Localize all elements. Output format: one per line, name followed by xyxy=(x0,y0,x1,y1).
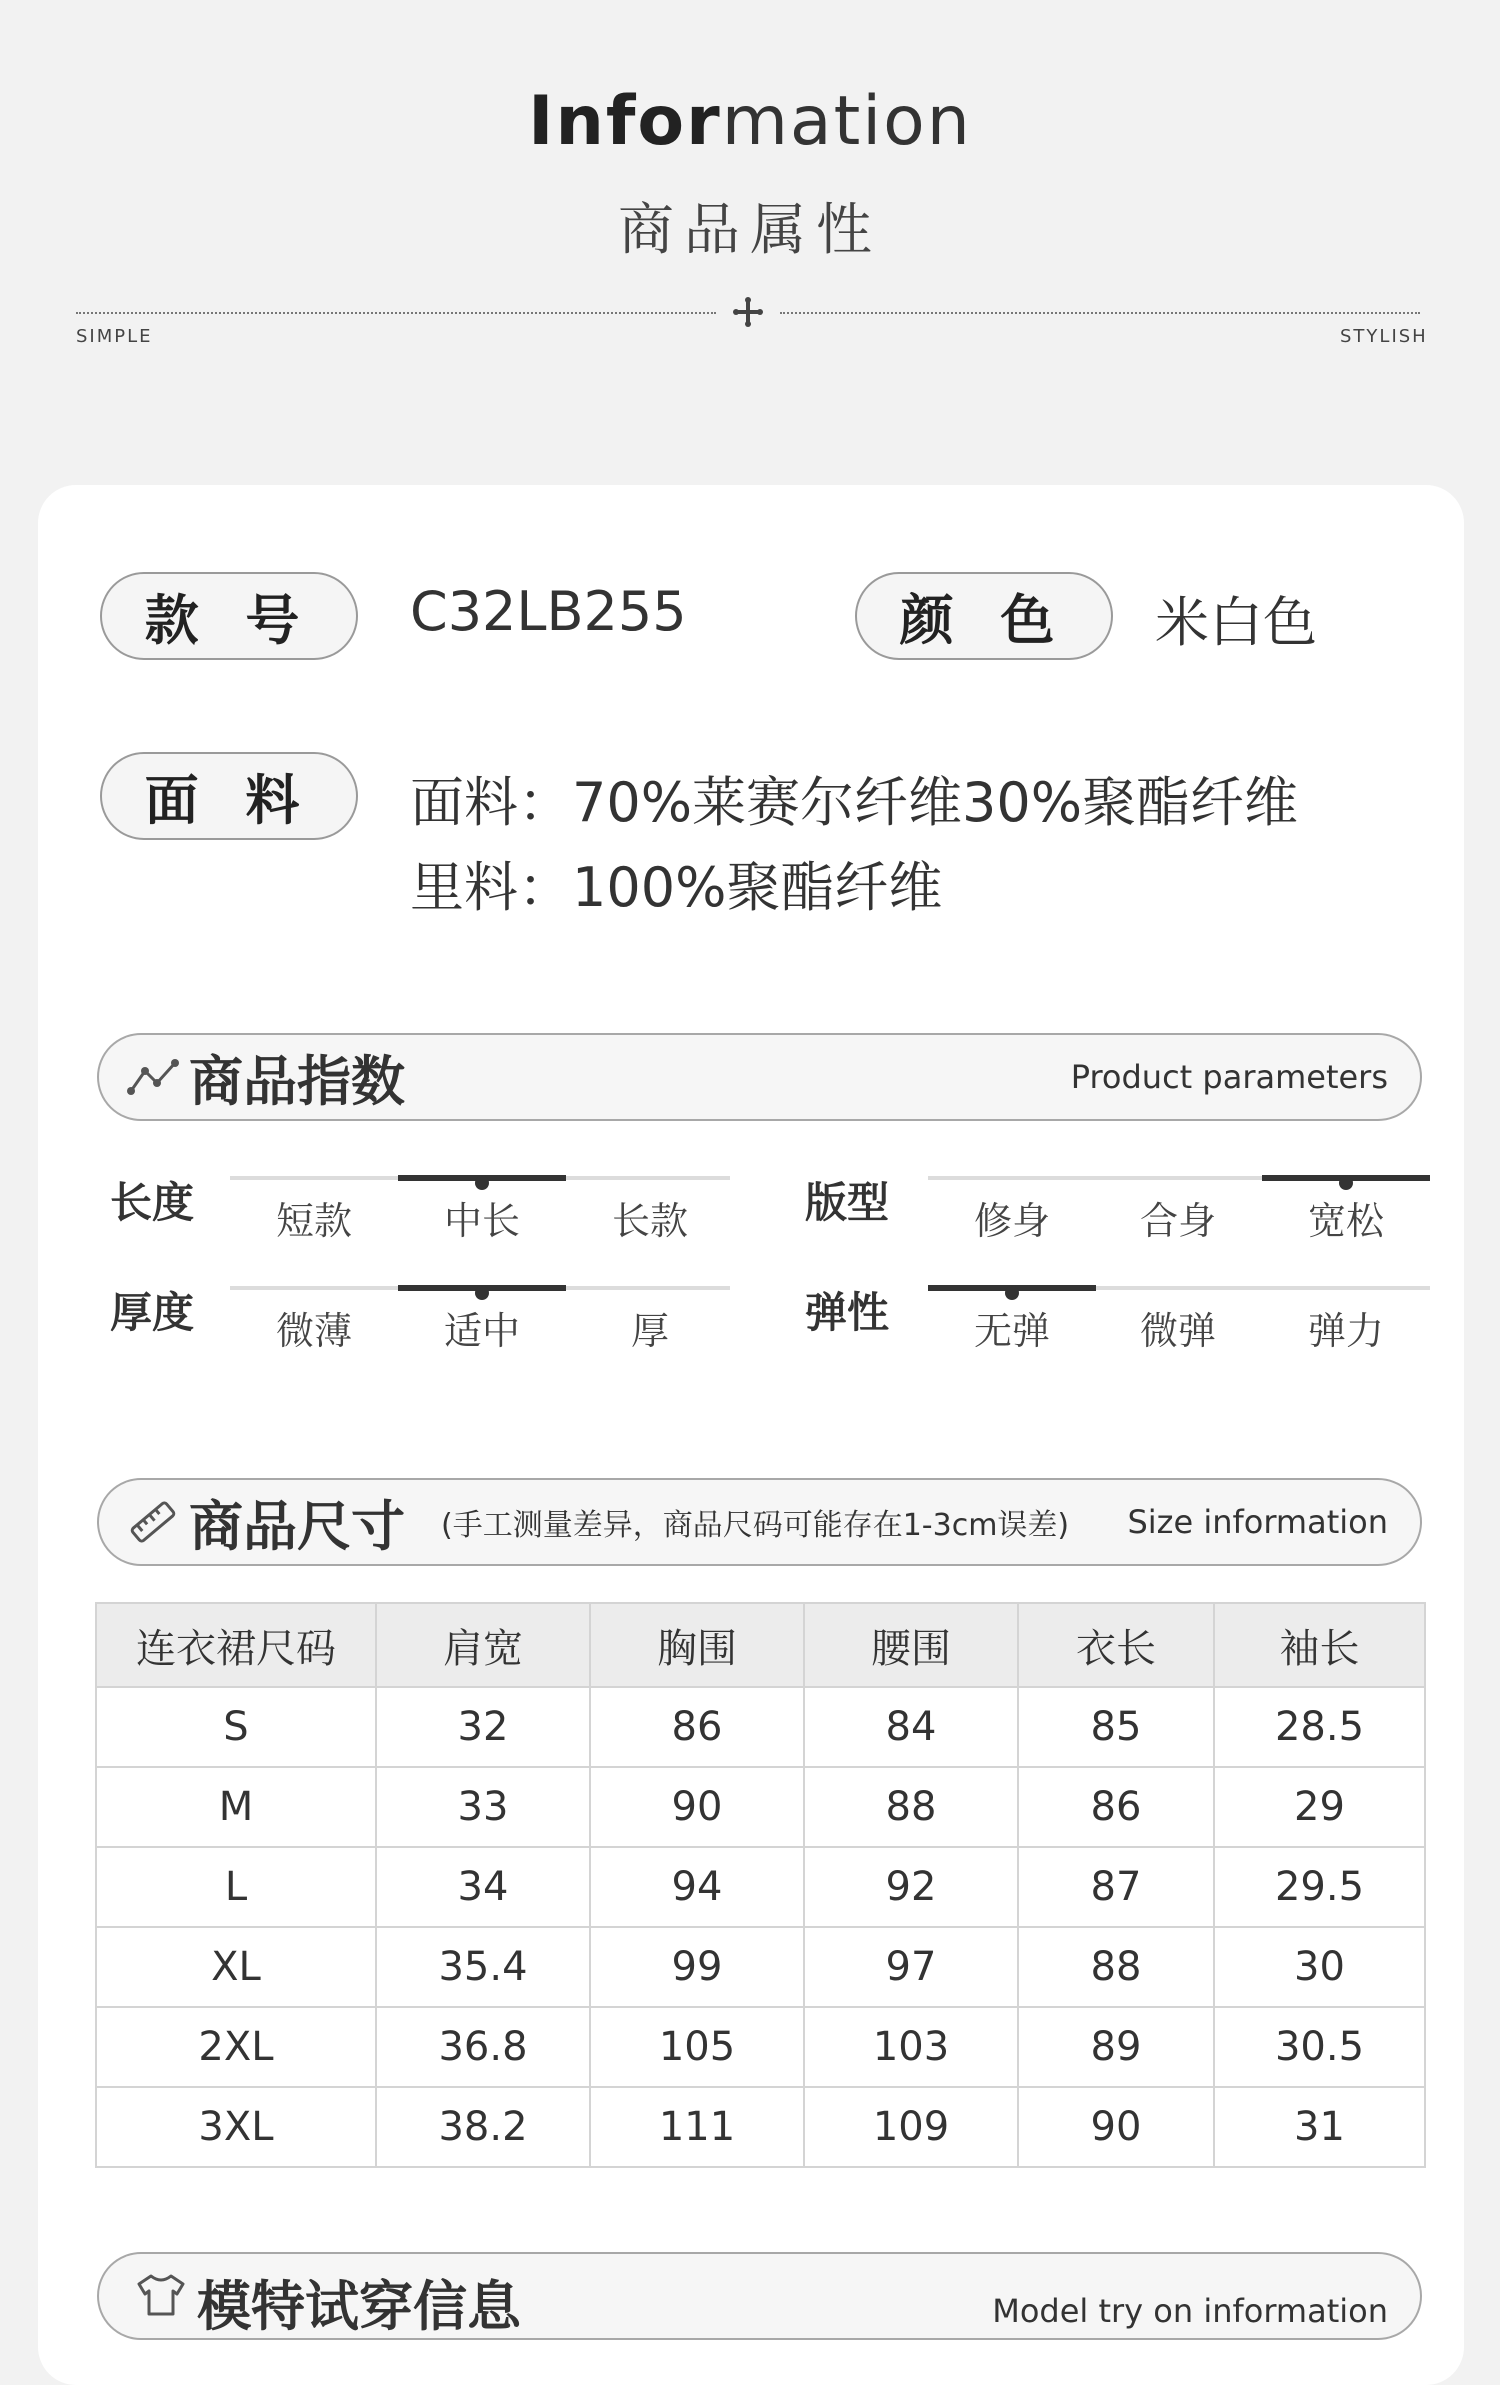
size-table xyxy=(95,1602,1426,2168)
table-cell: 32 xyxy=(376,1687,590,1767)
model-info-bar xyxy=(97,2252,1422,2340)
page-title xyxy=(0,82,1500,161)
elasticity-label: 弹性 xyxy=(805,1288,890,1337)
simple-label: SIMPLE xyxy=(76,326,153,347)
table-row xyxy=(96,2007,1425,2087)
fabric-line-2: 里料：100%聚酯纤维 xyxy=(410,856,943,919)
size-info-title: 商品尺寸 xyxy=(189,1494,405,1558)
color-pill: 颜 色 xyxy=(855,572,1113,660)
page-subtitle: 商品属性 xyxy=(618,198,882,263)
size-info-bar xyxy=(97,1478,1422,1566)
table-cell: 34 xyxy=(376,1847,590,1927)
table-cell: 31 xyxy=(1214,2087,1425,2167)
table-cell: 97 xyxy=(804,1927,1018,2007)
table-row xyxy=(96,1687,1425,1767)
title-bold: Infor xyxy=(528,82,722,161)
table-cell: 105 xyxy=(590,2007,804,2087)
tshirt-icon xyxy=(135,2272,187,2318)
elasticity-option-1: 无弹 xyxy=(973,1309,1050,1353)
product-index-title: 商品指数 xyxy=(189,1049,405,1113)
table-cell: M xyxy=(96,1767,376,1847)
table-cell: 103 xyxy=(804,2007,1018,2087)
table-cell: 36.8 xyxy=(376,2007,590,2087)
fabric-pill: 面 料 xyxy=(100,752,358,840)
table-cell: 111 xyxy=(590,2087,804,2167)
table-cell: S xyxy=(96,1687,376,1767)
table-cell: 87 xyxy=(1018,1847,1214,1927)
thickness-option-2: 适中 xyxy=(443,1309,520,1353)
table-row xyxy=(96,1847,1425,1927)
cross-arrows-icon xyxy=(732,296,764,328)
table-cell: 88 xyxy=(1018,1927,1214,2007)
table-cell: 3XL xyxy=(96,2087,376,2167)
table-cell: 92 xyxy=(804,1847,1018,1927)
header-waist: 腰围 xyxy=(804,1603,1018,1687)
header-sleeve: 袖长 xyxy=(1214,1603,1425,1687)
table-row xyxy=(96,1927,1425,2007)
table-row xyxy=(96,1767,1425,1847)
table-cell: L xyxy=(96,1847,376,1927)
table-cell: 33 xyxy=(376,1767,590,1847)
table-cell: 2XL xyxy=(96,2007,376,2087)
table-cell: 85 xyxy=(1018,1687,1214,1767)
fit-label: 版型 xyxy=(805,1178,890,1227)
table-cell: 29 xyxy=(1214,1767,1425,1847)
fit-option-1: 修身 xyxy=(973,1199,1050,1243)
fit-option-3: 宽松 xyxy=(1307,1199,1384,1243)
color-value: 米白色 xyxy=(1155,591,1317,654)
elasticity-selected-dot xyxy=(1005,1286,1019,1300)
header-length: 衣长 xyxy=(1018,1603,1214,1687)
stylish-label: STYLISH xyxy=(1340,326,1428,347)
table-cell: 30.5 xyxy=(1214,2007,1425,2087)
style-no-pill: 款 号 xyxy=(100,572,358,660)
header-size: 连衣裙尺码 xyxy=(96,1603,376,1687)
thickness-option-3: 厚 xyxy=(630,1309,669,1353)
thickness-selected-dot xyxy=(475,1286,489,1300)
table-cell: 84 xyxy=(804,1687,1018,1767)
table-cell: 109 xyxy=(804,2087,1018,2167)
table-cell: 89 xyxy=(1018,2007,1214,2087)
table-cell: 94 xyxy=(590,1847,804,1927)
divider-left xyxy=(76,312,716,314)
fit-option-2: 合身 xyxy=(1139,1199,1216,1243)
thickness-option-1: 微薄 xyxy=(275,1309,352,1353)
thickness-label: 厚度 xyxy=(110,1288,195,1337)
title-light: mation xyxy=(721,82,972,161)
length-option-3: 长款 xyxy=(611,1199,688,1243)
table-cell: 88 xyxy=(804,1767,1018,1847)
product-index-bar xyxy=(97,1033,1422,1121)
table-cell: 86 xyxy=(590,1687,804,1767)
header-bust: 胸围 xyxy=(590,1603,804,1687)
fabric-line-1: 面料：70%莱赛尔纤维30%聚酯纤维 xyxy=(410,771,1299,834)
table-cell: 90 xyxy=(590,1767,804,1847)
model-info-en: Model try on information xyxy=(992,2292,1388,2330)
style-no-value: C32LB255 xyxy=(410,580,687,643)
fit-selected-dot xyxy=(1339,1176,1353,1190)
table-cell: 30 xyxy=(1214,1927,1425,2007)
product-index-en: Product parameters xyxy=(1070,1058,1388,1096)
ruler-icon xyxy=(127,1498,179,1546)
header-shoulder: 肩宽 xyxy=(376,1603,590,1687)
table-cell: 86 xyxy=(1018,1767,1214,1847)
trend-line-icon xyxy=(127,1057,179,1097)
elasticity-option-3: 弹力 xyxy=(1307,1309,1384,1353)
table-cell: 99 xyxy=(590,1927,804,2007)
length-option-2: 中长 xyxy=(443,1199,520,1243)
length-option-1: 短款 xyxy=(275,1199,352,1243)
model-info-title: 模特试穿信息 xyxy=(197,2275,521,2338)
length-selected-dot xyxy=(475,1176,489,1190)
table-cell: 90 xyxy=(1018,2087,1214,2167)
table-cell: XL xyxy=(96,1927,376,2007)
table-cell: 35.4 xyxy=(376,1927,590,2007)
table-cell: 29.5 xyxy=(1214,1847,1425,1927)
table-cell: 28.5 xyxy=(1214,1687,1425,1767)
table-header-row xyxy=(96,1603,1425,1687)
size-info-note: (手工测量差异，商品尺码可能存在1-3cm误差) xyxy=(441,1508,1070,1543)
size-info-en: Size information xyxy=(1127,1503,1388,1541)
table-cell: 38.2 xyxy=(376,2087,590,2167)
divider-right xyxy=(780,312,1420,314)
length-label: 长度 xyxy=(110,1178,195,1227)
elasticity-option-2: 微弹 xyxy=(1139,1309,1216,1353)
table-row xyxy=(96,2087,1425,2167)
